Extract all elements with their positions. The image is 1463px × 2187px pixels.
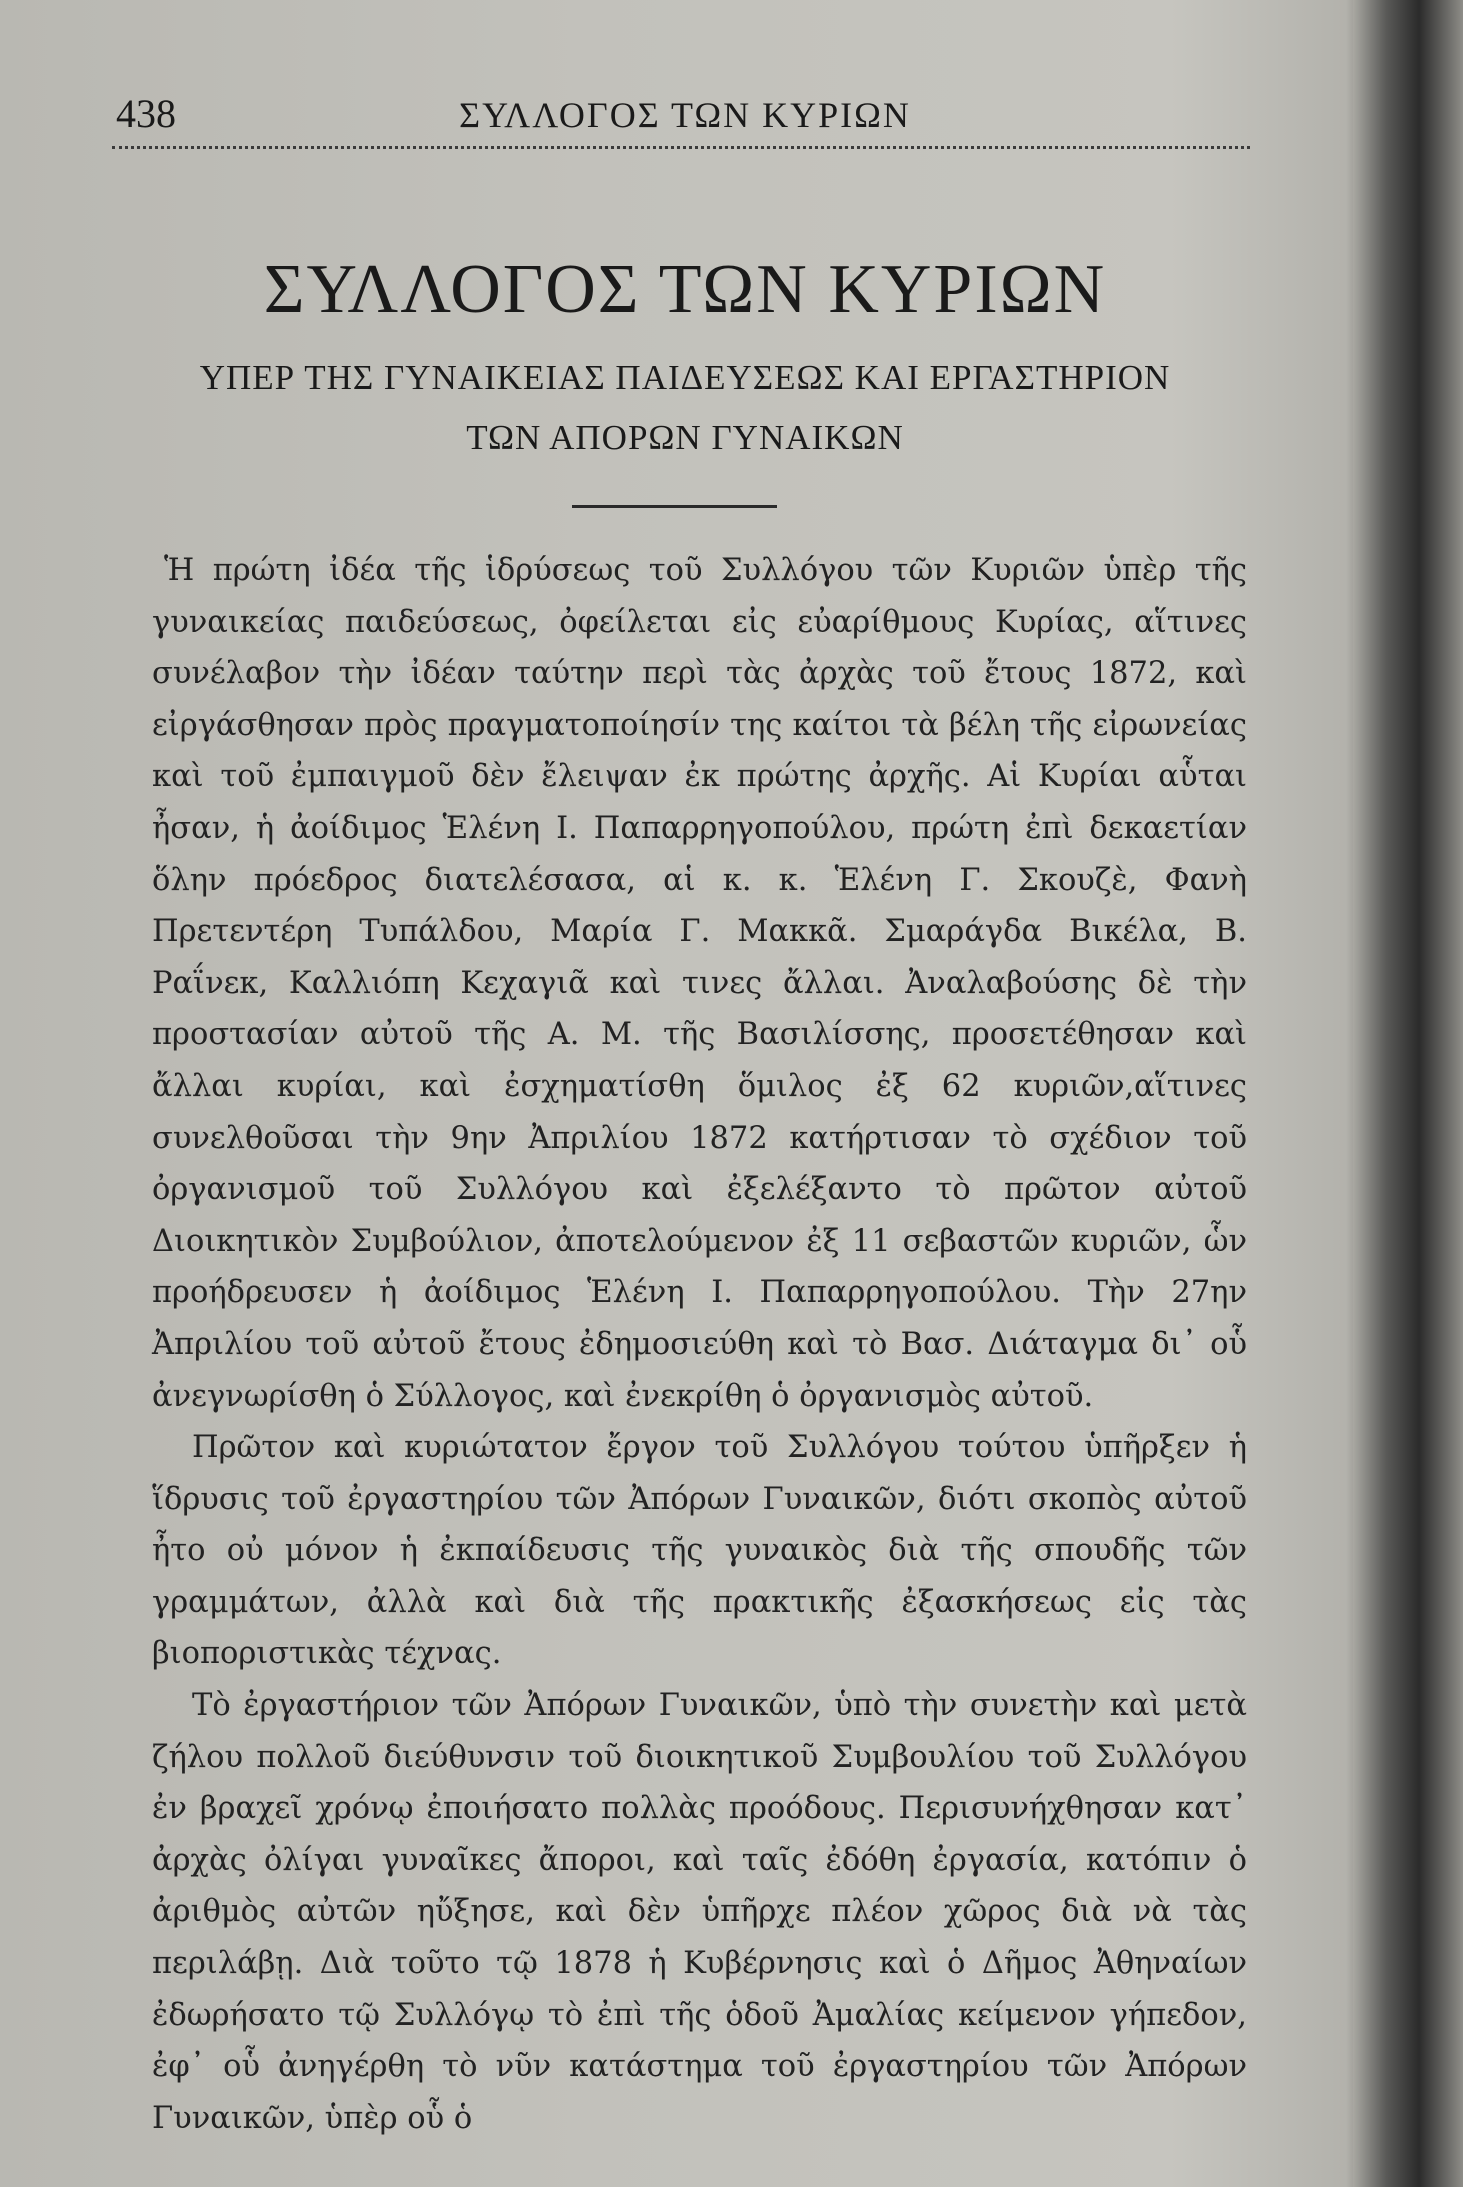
running-title: ΣΥΛΛΟΓΟΣ ΤΩΝ ΚΥΡΙΩΝ xyxy=(459,95,911,135)
running-head xyxy=(110,90,1260,140)
header-dotted-rule xyxy=(112,146,1250,149)
paragraph-3: Τὸ ἐργαστήριον τῶν Ἀπόρων Γυναικῶν, ὑπὸ τὴν συνετὴν καὶ μετὰ ζήλου πολλοῦ διεύθυνσιν τοῦ διοικητικοῦ Συμβουλίου τοῦ Συλλόγου ἐν βραχεῖ χρόνῳ ἐποιήσατο πολλὰς προόδους. Περισυνήχθησαν κατ᾽ ἀρχὰς ὀλίγαι γυναῖκες ἄποροι, καὶ ταῖς ἐδόθη ἐργασία, κατόπιν ὁ ἀριθμὸς αὐτῶν ηὔξησε, καὶ δὲν ὑπῆρχε πλέον χῶρος διὰ νὰ τὰς περιλάβῃ. Διὰ τοῦτο τῷ 1878 ἡ Κυβέρνησις καὶ ὁ Δῆμος Ἀθηναίων ἐδωρήσατο τῷ Συλλόγῳ τὸ ἐπὶ τῆς ὁδοῦ Ἀμαλίας κείμενον γήπεδον, ἐφ᾽ οὗ ἀνηγέρθη τὸ νῦν κατάστημα τοῦ ἐργαστηρίου τῶν Ἀπόρων Γυναικῶν, ὑπὲρ οὗ ὁ xyxy=(152,1688,1247,2136)
article-body xyxy=(152,545,1247,2144)
page-number: 438 xyxy=(116,91,176,136)
article-title: ΣΥΛΛΟΓΟΣ ΤΩΝ ΚΥΡΙΩΝ xyxy=(263,251,1107,328)
title-rule xyxy=(572,505,777,508)
article-subtitle-line2: ΤΩΝ ΑΠΟΡΩΝ ΓΥΝΑΙΚΩΝ xyxy=(466,418,904,457)
paragraph-1: Ἡ πρώτη ἰδέα τῆς ἱδρύσεως τοῦ Συλλόγου τῶν Κυριῶν ὑπὲρ τῆς γυναικείας παιδεύσεως, ὀφείλεται εἰς εὐαρίθμους Κυρίας, αἵτινες συνέλαβον τὴν ἰδέαν ταύτην περὶ τὰς ἀρχὰς τοῦ ἔτους 1872, καὶ εἰργάσθησαν πρὸς πραγματοποίησίν της καίτοι τὰ βέλη τῆς εἰρωνείας καὶ τοῦ ἐμπαιγμοῦ δὲν ἔλειψαν ἐκ πρώτης ἀρχῆς. Αἱ Κυρίαι αὗται ἦσαν, ἡ ἀοίδιμος Ἑλένη Ι. Παπαρρηγοπούλου, πρώτη ἐπὶ δεκαετίαν ὅλην πρόεδρος διατελέσασα, αἱ κ. κ. Ἑλένη Γ. Σκουζὲ, Φανὴ Πρετεντέρη Τυπάλδου, Μαρία Γ. Μακκᾶ. Σμαράγδα Βικέλα, Β. Ραΐνεκ, Καλλιόπη Κεχαγιᾶ καὶ τινες ἄλλαι. Ἀναλαβούσης δὲ τὴν προστασίαν αὐτοῦ τῆς Α. Μ. τῆς Βασιλίσσης, προσετέθησαν καὶ ἄλλαι κυρίαι, καὶ ἐσχηματίσθη ὅμιλος ἐξ 62 κυριῶν,αἵτινες συνελθοῦσαι τὴν 9ην Ἀπριλίου 1872 κατήρτισαν τὸ σχέδιον τοῦ ὀργανισμοῦ τοῦ Συλλόγου καὶ ἐξελέξαντο τὸ πρῶτον αὐτοῦ Διοικητικὸν Συμβούλιον, ἀποτελούμενον ἐξ 11 σεβαστῶν κυριῶν, ὧν προήδρευσεν ἡ ἀοίδιμος Ἑλένη Ι. Παπαρρηγοπούλου. Τὴν 27ην Ἀπριλίου τοῦ αὐτοῦ ἔτους ἐδημοσιεύθη καὶ τὸ Βασ. Διάταγμα δι᾽ οὗ ἀνεγνωρίσθη ὁ Σύλλογος, καὶ ἐνεκρίθη ὁ ὀργανισμὸς αὐτοῦ. xyxy=(152,553,1247,1414)
article-subtitle-line1: ΥΠΕΡ ΤΗΣ ΓΥΝΑΙΚΕΙΑΣ ΠΑΙΔΕΥΣΕΩΣ ΚΑΙ ΕΡΓΑΣΤΗΡΙΟΝ xyxy=(199,358,1171,397)
book-spine-shadow xyxy=(1353,0,1463,2187)
paragraph-2: Πρῶτον καὶ κυριώτατον ἔργον τοῦ Συλλόγου τούτου ὑπῆρξεν ἡ ἵδρυσις τοῦ ἐργαστηρίου τῶν Ἀπόρων Γυναικῶν, διότι σκοπὸς αὐτοῦ ἦτο οὐ μόνον ἡ ἐκπαίδευσις τῆς γυναικὸς διὰ τῆς σπουδῆς τῶν γραμμάτων, ἀλλὰ καὶ διὰ τῆς πρακτικῆς ἐξασκήσεως εἰς τὰς βιοποριστικὰς τέχνας. xyxy=(152,1430,1247,1672)
